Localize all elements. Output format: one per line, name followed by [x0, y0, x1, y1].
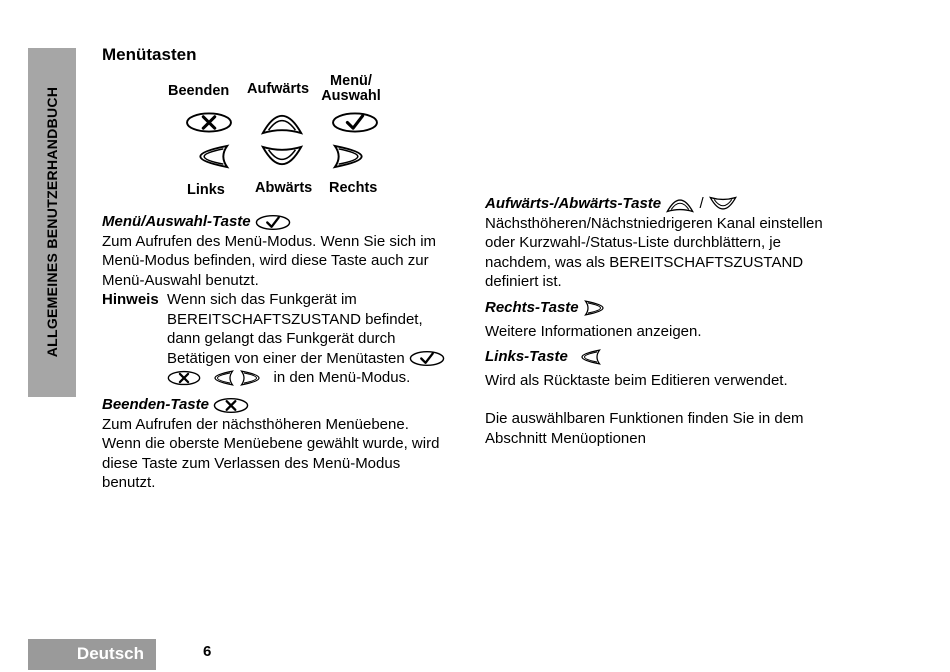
menu-select-key-inline-icon	[409, 350, 445, 367]
keypad-label-up: Aufwärts	[247, 81, 310, 97]
updown-line: Nächsthöheren/Nächstniedrigeren Kanal einstellen	[485, 214, 823, 232]
exit-key-line: benutzt.	[102, 474, 156, 492]
updown-line: definiert ist.	[485, 273, 562, 291]
exit-key-line: diese Taste zum Verlassen des Menü-Modus	[102, 454, 401, 472]
exit-key-line: Zum Aufrufen der nächsthöheren Menüebene.	[102, 415, 409, 433]
updown-line: nachdem, was als BEREITSCHAFTSZUSTAND	[485, 253, 804, 271]
hint-line: BEREITSCHAFTSZUSTAND befindet,	[167, 310, 423, 328]
right-key-heading: Rechts-Taste	[485, 299, 579, 316]
menu-select-key-inline-icon	[255, 214, 291, 231]
left-key-heading-row	[485, 347, 885, 367]
menu-key-line: Menü-Modus befinden, wird diese Taste auch zur	[102, 252, 429, 270]
keypad-label-left: Links	[187, 182, 225, 198]
keypad-label-right: Rechts	[329, 180, 378, 196]
up-key-icon	[260, 108, 304, 137]
hint-line-with-key	[167, 349, 467, 369]
left-key-heading: Links-Taste	[485, 348, 568, 365]
page-number: 6	[203, 643, 212, 660]
exit-key-inline-icon	[167, 370, 201, 386]
section-title: Menütasten	[102, 45, 197, 64]
exit-key-inline-icon	[213, 397, 249, 414]
right-key-icon	[331, 143, 377, 170]
hint-label: Hinweis	[102, 291, 159, 308]
menu-options-line: Die auswählbaren Funktionen finden Sie in dem	[485, 410, 804, 427]
keypad-label-down: Abwärts	[255, 180, 313, 196]
sidebar-title: ALLGEMEINES BENUTZERHANDBUCH	[44, 86, 60, 358]
hint-last-line	[167, 368, 467, 388]
keypad-label-exit: Beenden	[168, 83, 230, 99]
updown-separator: /	[699, 195, 704, 212]
updown-key-section	[485, 194, 885, 292]
keypad-label-menu	[319, 74, 383, 104]
menu-key-line: Menü-Auswahl benutzt.	[102, 271, 259, 289]
left-key-inline-icon	[572, 348, 602, 366]
hint-line: dann gelangt das Funkgerät durch	[167, 330, 396, 348]
exit-key-heading-row	[102, 395, 472, 415]
exit-key-section	[102, 395, 472, 493]
hint-body	[167, 290, 467, 388]
menu-select-key-icon	[331, 112, 379, 133]
menu-options-note	[485, 409, 885, 448]
right-key-text: Weitere Informationen anzeigen.	[485, 322, 702, 340]
menu-key-section	[102, 212, 472, 290]
right-key-heading-row	[485, 298, 885, 318]
right-key-inline-icon	[583, 299, 613, 317]
exit-key-heading: Beenden-Taste	[102, 396, 209, 413]
exit-key-icon	[185, 112, 233, 133]
left-key-inline-icon	[205, 369, 235, 387]
up-key-inline-icon	[665, 195, 695, 214]
left-key-section	[485, 347, 885, 390]
left-key-text: Wird als Rücktaste beim Editieren verwendet.	[485, 371, 788, 389]
menu-key-line: Zum Aufrufen des Menü-Modus. Wenn Sie sich im	[102, 232, 437, 250]
keypad-label-menu-line1: Menü/	[330, 73, 372, 89]
hint-line: Wenn sich das Funkgerät im	[167, 291, 357, 308]
updown-key-heading-row	[485, 194, 885, 214]
right-key-section	[485, 298, 885, 341]
hint-line: Betätigen von einer der Menütasten	[167, 349, 405, 367]
exit-key-line: Wenn die oberste Menüebene gewählt wurde, wird	[102, 435, 440, 453]
language-tab: Deutsch	[28, 639, 156, 670]
down-key-icon	[260, 143, 304, 172]
left-key-icon	[185, 143, 231, 170]
menu-key-heading-row	[102, 212, 472, 232]
keypad-label-menu-line2: Auswahl	[321, 88, 381, 104]
hint-last-text: in den Menü-Modus.	[273, 369, 411, 387]
menu-options-line: Abschnitt Menüoptionen	[485, 429, 646, 447]
menu-key-heading: Menü/Auswahl-Taste	[102, 213, 251, 230]
updown-line: oder Kurzwahl-/Status-Liste durchblättern, je	[485, 234, 781, 252]
down-key-inline-icon	[708, 195, 738, 214]
updown-key-heading: Aufwärts-/Abwärts-Taste	[485, 195, 662, 212]
right-key-inline-icon	[239, 369, 269, 387]
